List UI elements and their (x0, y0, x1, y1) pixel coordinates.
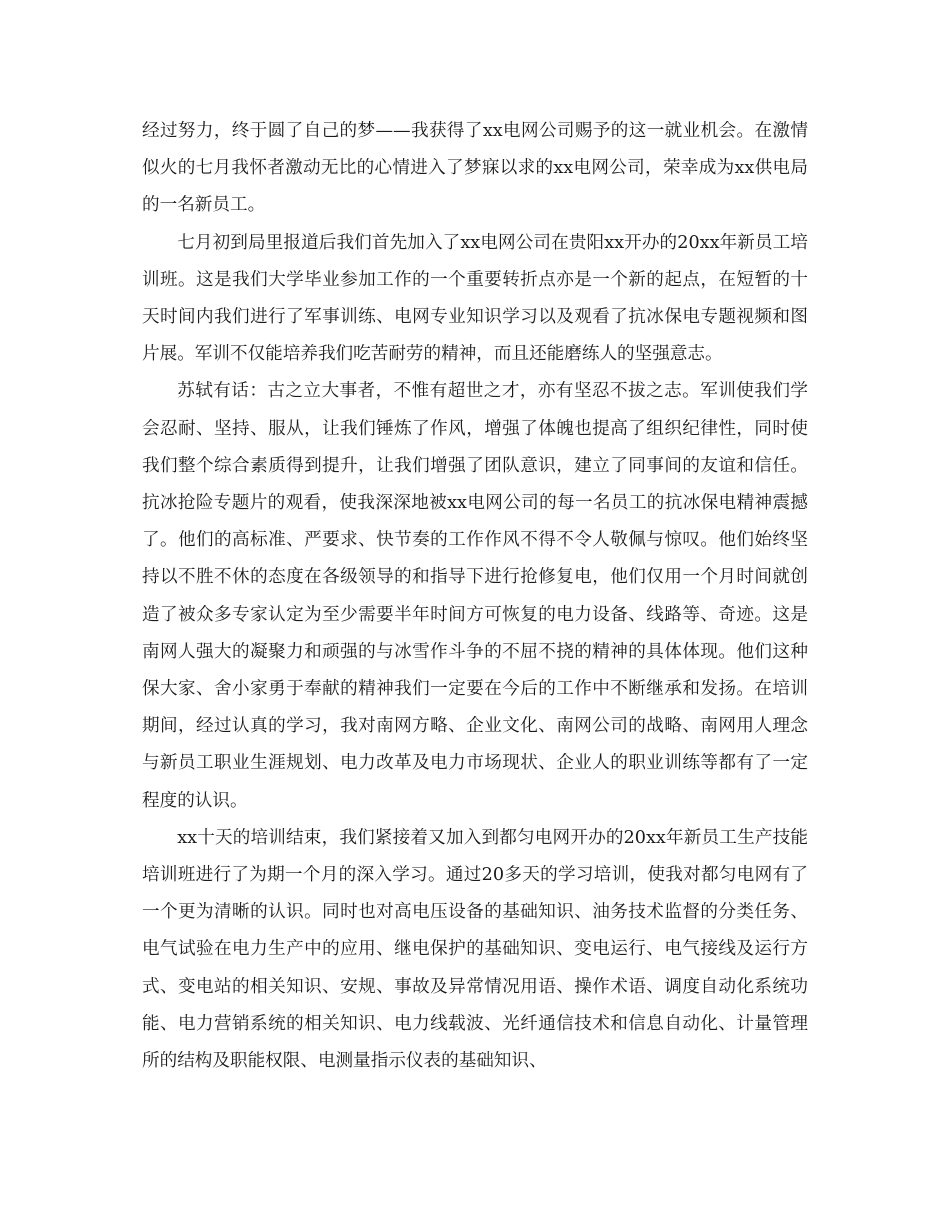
paragraph-3: 苏轼有话：古之立大事者，不惟有超世之才，亦有坚忍不拔之志。军训使我们学会忍耐、坚持、服从，让我们锤炼了作风，增强了体魄也提高了组织纪律性，同时使我们整个综合素质得到提升，让我们增强了团队意识，建立了同事间的友谊和信任。抗冰抢险专题片的观看，使我深深地被xx电网公司的每一名员工的抗冰保电精神震撼了。他们的高标准、严要求、快节奏的工作作风不得不令人敬佩与惊叹。他们始终坚持以不胜不休的态度在各级领导的和指导下进行抢修复电，他们仅用一个月时间就创造了被众多专家认定为至少需要半年时间方可恢复的电力设备、线路等、奇迹。这是南网人强大的凝聚力和顽强的与冰雪作斗争的不屈不挠的精神的具体体现。他们这种保大家、舍小家勇于奉献的精神我们一定要在今后的工作中不断继承和发扬。在培训期间，经过认真的学习，我对南网方略、企业文化、南网公司的战略、南网用人理念与新员工职业生涯规划、电力改革及电力市场现状、企业人的职业训练等都有了一定程度的认识。 (142, 381, 808, 811)
paragraph-2: 七月初到局里报道后我们首先加入了xx电网公司在贵阳xx开办的20xx年新员工培训班。这是我们大学毕业参加工作的一个重要转折点亦是一个新的起点，在短暂的十天时间内我们进行了军事训练、电网专业知识学习以及观看了抗冰保电专题视频和图片展。军训不仅能培养我们吃苦耐劳的精神，而且还能磨练人的坚强意志。 (142, 232, 808, 365)
paragraph-4: xx十天的培训结束，我们紧接着又加入到都匀电网开办的20xx年新员工生产技能培训班进行了为期一个月的深入学习。通过20多天的学习培训，使我对都匀电网有了一个更为清晰的认识。同时也对高电压设备的基础知识、油务技术监督的分类任务、电气试验在电力生产中的应用、继电保护的基础知识、变电运行、电气接线及运行方式、变电站的相关知识、安规、事故及异常情况用语、操作术语、调度自动化系统功能、电力营销系统的相关知识、电力线载波、光纤通信技术和信息自动化、计量管理所的结构及职能权限、电测量指示仪表的基础知识、 (142, 827, 808, 1072)
paragraph-1: 经过努力，终于圆了自己的梦——我获得了xx电网公司赐予的这一就业机会。在激情似火的七月我怀者激动无比的心情进入了梦寐以求的xx电网公司，荣幸成为xx供电局的一名新员工。 (142, 121, 808, 216)
document-body (142, 113, 808, 1080)
